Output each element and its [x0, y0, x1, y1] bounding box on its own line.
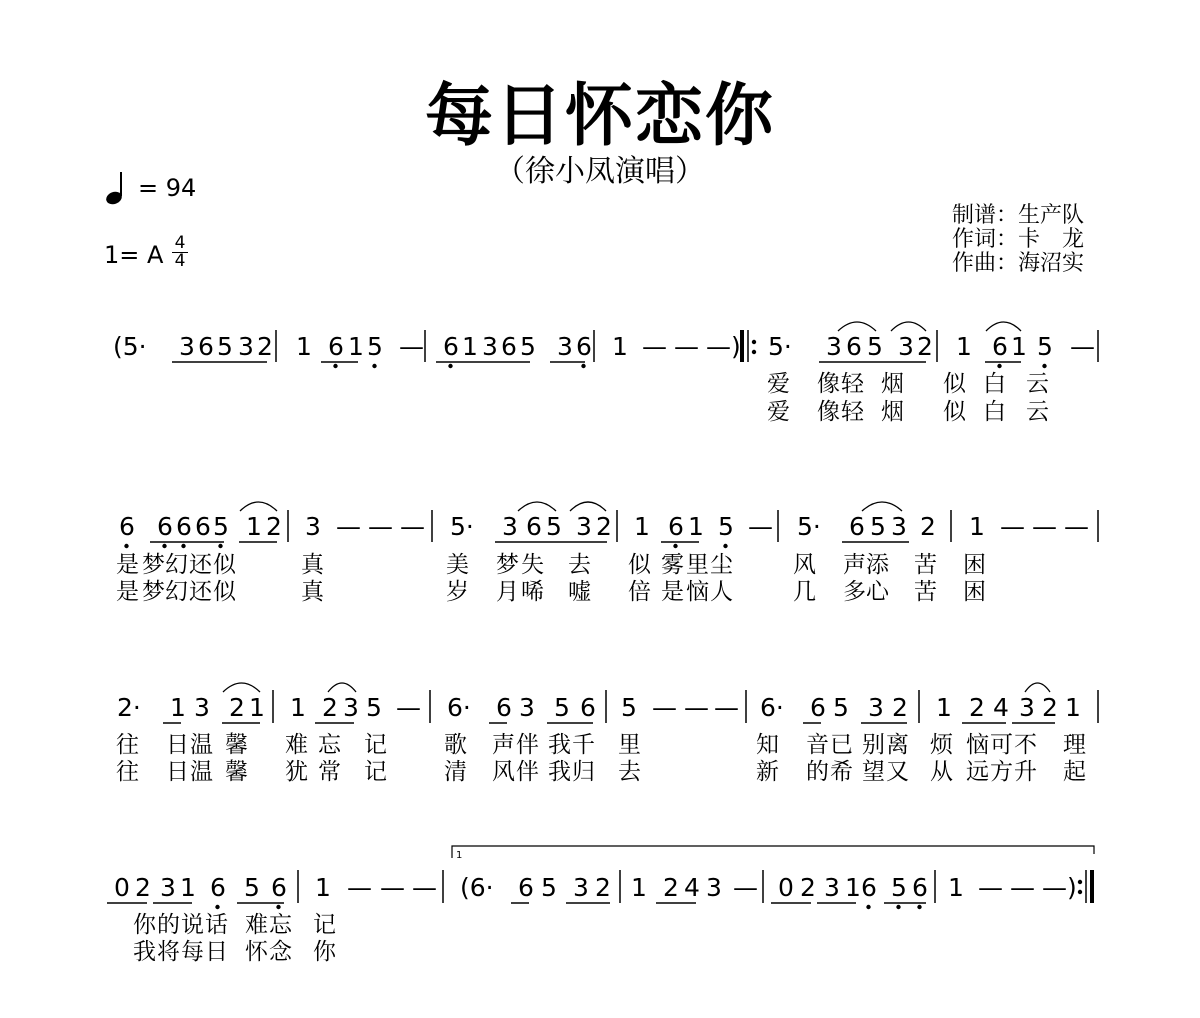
note: 5 [1037, 332, 1053, 361]
lyric-char: 是 [116, 552, 139, 578]
lyric-char: 馨 [225, 732, 248, 758]
note: 6 [195, 512, 211, 541]
lyric-char: 你 [313, 939, 336, 965]
lyric-char: 几 [793, 579, 816, 605]
note: 5 [520, 332, 536, 361]
slur-arc [240, 502, 277, 511]
lyric-char: 苦 [914, 552, 937, 578]
note: 3 [305, 512, 321, 541]
low-octave-dot [215, 905, 219, 909]
lyric-char: 声 [843, 552, 866, 578]
lyric-char: 像 [817, 399, 840, 425]
lyric-char: 云 [1026, 399, 1049, 425]
note: 6· [447, 693, 471, 722]
lyric-char: 已 [830, 732, 853, 758]
note: 2 [229, 693, 245, 722]
note: 2 [892, 693, 908, 722]
slur-arc [518, 502, 556, 511]
low-octave-dot [917, 905, 921, 909]
lyric-char: 温 [190, 759, 213, 785]
lyric-char: 归 [572, 759, 595, 785]
sustain-dash: — [399, 332, 424, 361]
note: 2 [663, 873, 679, 902]
lyric-char: 苦 [914, 579, 937, 605]
lyric-char: 日 [205, 939, 228, 965]
lyric-char: 声 [492, 732, 515, 758]
note: 1 [969, 512, 985, 541]
note: 5 [367, 332, 383, 361]
note: 6 [849, 512, 865, 541]
note: 6 [328, 332, 344, 361]
low-octave-dot [866, 905, 870, 909]
note: 1 [956, 332, 972, 361]
sustain-dash: — [368, 512, 393, 541]
note: 3 [519, 693, 535, 722]
lyric-char: 还 [189, 579, 212, 605]
note: 5 [833, 693, 849, 722]
note: 6 [518, 873, 534, 902]
time-signature-bottom: 4 [174, 251, 186, 271]
note: 2 [920, 512, 936, 541]
lyric-char: 常 [318, 759, 341, 785]
key-signature: 1= A [104, 241, 164, 269]
note: 5· [797, 512, 821, 541]
note: 3 [557, 332, 573, 361]
credit-value: 生产队 [1018, 203, 1085, 228]
lyric-char: 清 [444, 759, 467, 785]
lyric-char: 幻 [165, 552, 188, 578]
low-octave-dot [896, 905, 900, 909]
low-octave-dot [372, 364, 376, 368]
slur-arc [838, 322, 876, 331]
sustain-dash: — [714, 693, 739, 722]
slur-arc [570, 502, 606, 511]
lyric-char: 难 [245, 912, 268, 938]
note: 2 [266, 512, 282, 541]
lyric-char: 的 [806, 759, 829, 785]
note: 6 [443, 332, 459, 361]
lyric-char: 困 [963, 579, 986, 605]
note: (5· [113, 332, 147, 361]
note: 6 [210, 873, 226, 902]
note: 1 [688, 512, 704, 541]
lyric-char: 像 [817, 371, 840, 397]
slur-arc [223, 683, 260, 692]
song-title: 每日怀恋你 [424, 77, 775, 156]
repeat-dot [1078, 890, 1082, 894]
lyric-char: 风 [793, 552, 816, 578]
sustain-dash: — [1000, 512, 1025, 541]
lyric-char: 怀 [245, 939, 268, 965]
lyric-char: 倍 [628, 579, 651, 605]
lyric-char: 又 [886, 759, 909, 785]
low-octave-dot [124, 544, 128, 548]
lyric-char: 是 [661, 579, 684, 605]
lyric-char: 是 [116, 579, 139, 605]
lyric-char: 嘘 [568, 579, 591, 605]
note: 6· [760, 693, 784, 722]
note: 3 [238, 332, 254, 361]
slur-arc [986, 322, 1021, 331]
note: 1 [315, 873, 331, 902]
lyric-char: 里 [686, 552, 709, 578]
lyric-char: 的 [157, 912, 180, 938]
lyric-char: 轻 [841, 399, 864, 425]
lyric-char: 里 [618, 732, 641, 758]
lyric-char: 失 [521, 552, 544, 578]
slur-arc [891, 322, 926, 331]
sustain-dash: — [400, 512, 425, 541]
repeat-dot [752, 350, 756, 354]
note: 1 [170, 693, 186, 722]
lyric-char: 念 [269, 939, 292, 965]
sustain-dash: — [684, 693, 709, 722]
lyric-char: 从 [930, 759, 953, 785]
note: 5 [244, 873, 260, 902]
lyric-char: 可 [990, 732, 1013, 758]
volta-bracket [452, 846, 1094, 858]
lyric-char: 风 [492, 759, 515, 785]
lyric-char: 爱 [767, 371, 790, 397]
note: 5 [718, 512, 734, 541]
lyric-char: 月 [496, 579, 519, 605]
sustain-dash: — [380, 873, 405, 902]
lyric-char: 轻 [841, 371, 864, 397]
lyric-char: 记 [364, 732, 387, 758]
volta-number: 1 [456, 850, 463, 861]
tempo-value: = 94 [138, 174, 197, 202]
note: 3 [343, 693, 359, 722]
note: 6 [526, 512, 542, 541]
note: 3 [898, 332, 914, 361]
lyric-char: 尘 [710, 552, 733, 578]
lyric-char: 岁 [446, 579, 469, 605]
lyric-char: 话 [205, 912, 228, 938]
lyric-char: 多 [843, 579, 866, 605]
lyric-char: 美 [446, 552, 469, 578]
note: 4 [684, 873, 700, 902]
lyric-char: 音 [806, 732, 829, 758]
sustain-dash: — [412, 873, 437, 902]
note: 5 [213, 512, 229, 541]
lyric-char: 恼 [966, 732, 989, 758]
note: 5 [867, 332, 883, 361]
lyric-char: 去 [568, 552, 591, 578]
lyric-char: 添 [866, 552, 889, 578]
lyric-char: 你 [133, 912, 156, 938]
note: 6 [496, 693, 512, 722]
note: 2 [595, 873, 611, 902]
lyric-char: 往 [116, 732, 139, 758]
note: 6 [810, 693, 826, 722]
note: 6 [861, 873, 877, 902]
lyric-char: 似 [213, 579, 236, 605]
note: 1 [180, 873, 196, 902]
lyric-char: 梦 [142, 579, 165, 605]
lyric-char: 似 [943, 399, 966, 425]
lyric-char: 似 [943, 371, 966, 397]
lyric-char: 雾 [661, 552, 684, 578]
lyric-char: 记 [364, 759, 387, 785]
note: 2 [257, 332, 273, 361]
note: 2 [800, 873, 816, 902]
low-octave-dot [723, 544, 727, 548]
lyric-char: 似 [213, 552, 236, 578]
note: 5 [621, 693, 637, 722]
lyric-char: 记 [313, 912, 336, 938]
low-octave-dot [276, 905, 280, 909]
sustain-dash: — [733, 873, 758, 902]
sustain-dash: — [674, 332, 699, 361]
lyric-char: 别 [862, 732, 885, 758]
note: 1 [249, 693, 265, 722]
note: 1 [290, 693, 306, 722]
song-subtitle: （徐小凤演唱） [495, 154, 705, 189]
note: 3 [706, 873, 722, 902]
sustain-dash: — [652, 693, 677, 722]
note: 2 [969, 693, 985, 722]
lyric-char: 将 [157, 939, 180, 965]
note: 2 [135, 873, 151, 902]
lyric-char: 唏 [521, 579, 544, 605]
sustain-dash: — [1032, 512, 1057, 541]
note: 2 [596, 512, 612, 541]
lyric-char: 望 [862, 759, 885, 785]
note: 6 [580, 693, 596, 722]
note: 5 [891, 873, 907, 902]
lyric-char: 忘 [318, 732, 341, 758]
note: 1 [612, 332, 628, 361]
note: 5 [541, 873, 557, 902]
note: 1 [634, 512, 650, 541]
lyric-char: 每 [181, 939, 204, 965]
note: 1 [1011, 332, 1027, 361]
note: 2 [917, 332, 933, 361]
lyric-char: 烟 [881, 399, 904, 425]
lyric-char: 真 [301, 579, 324, 605]
note: 6 [119, 512, 135, 541]
low-octave-dot [181, 544, 185, 548]
credit-label: 作曲： [952, 251, 1019, 276]
sustain-dash: — [642, 332, 667, 361]
lyric-char: 梦 [496, 552, 519, 578]
lyric-char: 升 [1014, 759, 1037, 785]
note: 6 [992, 332, 1008, 361]
note: 3 [824, 873, 840, 902]
note: 1 [936, 693, 952, 722]
note: 0 [114, 873, 130, 902]
credit-value: 卡 龙 [1018, 227, 1085, 252]
sustain-dash: —) [1042, 873, 1077, 902]
sustain-dash: — [1070, 332, 1095, 361]
sustain-dash: — [748, 512, 773, 541]
lyric-char: 伴 [516, 732, 539, 758]
lyric-char: 新 [756, 759, 779, 785]
lyric-char: 烟 [881, 371, 904, 397]
note: 1 [246, 512, 262, 541]
lyric-char: 云 [1026, 371, 1049, 397]
note: 1 [1065, 693, 1081, 722]
note: 3 [891, 512, 907, 541]
lyric-char: 日 [166, 732, 189, 758]
note: 2 [1042, 693, 1058, 722]
lyric-char: 希 [830, 759, 853, 785]
slur-arc [862, 502, 902, 511]
lyric-char: 爱 [767, 399, 790, 425]
note: 5· [450, 512, 474, 541]
lyric-char: 伴 [516, 759, 539, 785]
lyric-char: 恼 [686, 579, 709, 605]
note: 6 [846, 332, 862, 361]
note: 3 [1019, 693, 1035, 722]
lyric-char: 难 [285, 732, 308, 758]
lyric-char: 还 [189, 552, 212, 578]
credit-label: 制谱： [952, 203, 1019, 228]
lyric-char: 日 [166, 759, 189, 785]
sustain-dash: — [347, 873, 372, 902]
note: 5 [870, 512, 886, 541]
lyric-char: 歌 [444, 732, 467, 758]
lyric-char: 白 [983, 371, 1006, 397]
sustain-dash: — [978, 873, 1003, 902]
note: 6 [668, 512, 684, 541]
note: 5 [217, 332, 233, 361]
sustain-dash: — [1064, 512, 1089, 541]
lyric-char: 犹 [285, 759, 308, 785]
credit-label: 作词： [952, 227, 1019, 252]
lyric-char: 真 [301, 552, 324, 578]
note: 6 [271, 873, 287, 902]
note: 3 [573, 873, 589, 902]
note: 3 [482, 332, 498, 361]
note: 1 [845, 873, 861, 902]
lyric-char: 幻 [165, 579, 188, 605]
sustain-dash: —) [706, 332, 741, 361]
note: 6 [198, 332, 214, 361]
lyric-char: 忘 [269, 912, 292, 938]
note: 6 [176, 512, 192, 541]
low-octave-dot [218, 544, 222, 548]
low-octave-dot [673, 544, 677, 548]
slur-arc [1025, 683, 1050, 692]
note: 1 [462, 332, 478, 361]
note: 3 [576, 512, 592, 541]
low-octave-dot [1042, 364, 1046, 368]
note: 1 [296, 332, 312, 361]
lyric-char: 千 [572, 732, 595, 758]
lyric-char: 去 [618, 759, 641, 785]
repeat-dot [1078, 880, 1082, 884]
note: 3 [502, 512, 518, 541]
note: (6· [460, 873, 494, 902]
low-octave-dot [448, 364, 452, 368]
lyric-char: 白 [983, 399, 1006, 425]
lyric-char: 我 [133, 939, 156, 965]
note: 3 [160, 873, 176, 902]
lyric-char: 方 [990, 759, 1013, 785]
time-signature-top: 4 [174, 233, 186, 253]
note: 4 [993, 693, 1009, 722]
low-octave-dot [997, 364, 1001, 368]
note: 1 [348, 332, 364, 361]
low-octave-dot [162, 544, 166, 548]
lyric-char: 不 [1014, 732, 1037, 758]
note: 6 [157, 512, 173, 541]
lyric-char: 心 [866, 579, 889, 605]
lyric-char: 梦 [142, 552, 165, 578]
note: 6 [501, 332, 517, 361]
note: 3 [179, 332, 195, 361]
lyric-char: 理 [1063, 732, 1086, 758]
lyric-char: 起 [1063, 759, 1086, 785]
lyric-char: 馨 [225, 759, 248, 785]
lyric-char: 知 [756, 732, 779, 758]
note: 0 [778, 873, 794, 902]
lyric-char: 温 [190, 732, 213, 758]
slur-arc [328, 683, 356, 692]
lyric-char: 似 [628, 552, 651, 578]
lyric-char: 烦 [930, 732, 953, 758]
lyric-char: 远 [966, 759, 989, 785]
credit-value: 海沼实 [1018, 251, 1085, 276]
note: 3 [194, 693, 210, 722]
note: 6 [912, 873, 928, 902]
note: 5 [554, 693, 570, 722]
note: 1 [631, 873, 647, 902]
note: 5· [768, 332, 792, 361]
note: 2· [117, 693, 141, 722]
sustain-dash: — [1010, 873, 1035, 902]
note: 1 [948, 873, 964, 902]
lyric-char: 我 [548, 759, 571, 785]
sustain-dash: — [396, 693, 421, 722]
low-octave-dot [333, 364, 337, 368]
lyric-char: 人 [710, 579, 733, 605]
lyric-char: 困 [963, 552, 986, 578]
lyric-char: 离 [886, 732, 909, 758]
note: 3 [868, 693, 884, 722]
lyric-char: 说 [181, 912, 204, 938]
note: 5 [546, 512, 562, 541]
lyric-char: 往 [116, 759, 139, 785]
repeat-dot [752, 340, 756, 344]
note: 3 [826, 332, 842, 361]
note: 6 [576, 332, 592, 361]
lyric-char: 我 [548, 732, 571, 758]
note: 2 [322, 693, 338, 722]
note: 5 [366, 693, 382, 722]
sustain-dash: — [336, 512, 361, 541]
low-octave-dot [581, 364, 585, 368]
